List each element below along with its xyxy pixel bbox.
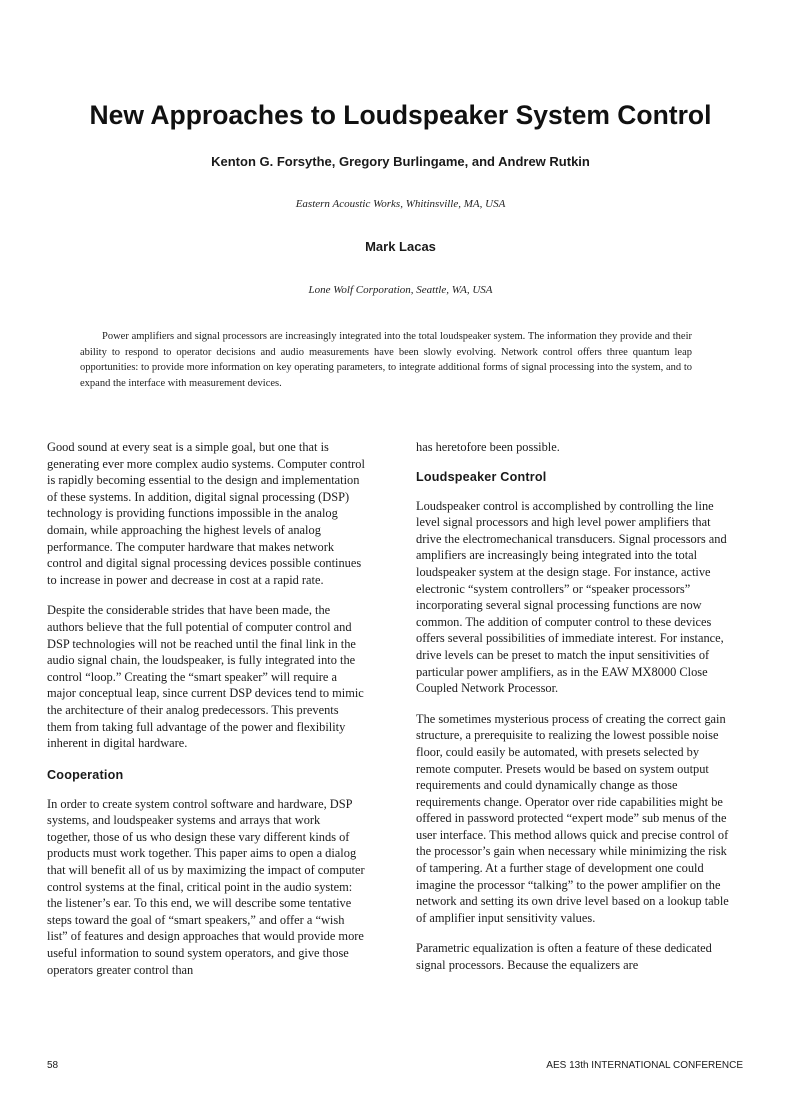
affiliation-primary: Eastern Acoustic Works, Whitinsville, MA, USA (295, 198, 506, 210)
page-number: 58 (47, 1060, 59, 1071)
loudspeaker-control-paragraph-2: The sometimes mysterious process of creating the correct gain structure, a prerequisite to realizing the lowest possible noise floor, could easily be automated, with presets selected by remote computer. Presets would be based on system output requirements and could dynamically change as those requirements change. Operator over ride capabilities might be offered in password protected “expert mode” sub menus of the user interface. This method allows quick and precise control of the processor’s gain when necessary while minimizing the risk of tampering. At a further stage of development one could imagine the processor “talking” to the power amplifier on the network and setting its own drive level based on a lookup table of amplifier input sensitivity values. (416, 711, 729, 925)
intro-paragraph-1: Good sound at every seat is a simple goal, but one that is generating ever more complex audio systems. Computer control is rapidly becoming essential to the design and implementation of these systems. In addition, digital signal processing (DSP) technology is providing functions impossible in the analog domain, while approaching the highest levels of analog performance. The computer hardware that makes network control and digital signal processing devices possible continues to increase in power and decrease in cost at a rapid rate. (47, 440, 365, 587)
author-list-secondary: Mark Lacas (365, 239, 436, 254)
loudspeaker-control-paragraph-1: Loudspeaker control is accomplished by controlling the line level signal processors and high level power amplifiers that drive the electromechanical transducers. Signal processors and amplifiers are increasingly being integrated into the total loudspeaker system at the design stage. For instance, active electronic “system controllers” or “speaker processors” incorporating several signal processing functions are now common. The addition of computer control to these devices offers several possibilities of immediate interest. For instance, drive levels can be preset to match the input sensitivities of particular power amplifiers, as in the EAW MX8000 Close Coupled Network Processor. (416, 498, 727, 696)
author-list-primary: Kenton G. Forsythe, Gregory Burlingame, and Andrew Rutkin (211, 154, 590, 169)
body-column-left (47, 439, 365, 992)
running-footer-conference: AES 13th INTERNATIONAL CONFERENCE (546, 1060, 743, 1071)
loudspeaker-control-paragraph-3: Parametric equalization is often a feature of these dedicated signal processors. Because the equalizers are (416, 941, 712, 973)
affiliation-secondary: Lone Wolf Corporation, Seattle, WA, USA (308, 284, 493, 296)
paper-title: New Approaches to Loudspeaker System Control (89, 100, 712, 130)
intro-paragraph-2: Despite the considerable strides that have been made, the authors believe that the full potential of computer control and DSP technologies will not be reached until the final link in the audio signal chain, the loudspeaker, is fully integrated into the control “loop.” Creating the “smart speaker” will require a major conceptual leap, since current DSP devices tend to mimic the architecture of their analog predecessors. This prevents them from taking full advantage of the power and flexibility inherent in digital hardware. (47, 603, 364, 751)
cooperation-paragraph: In order to create system control software and hardware, DSP systems, and loudspeaker systems and arrays that work together, those of us who design these vary different kinds of products must work together. This paper aims to open a dialog that will benefit all of us by maximizing the impact of computer control systems at the final, critical point in the audio system: the listener’s ear. To this end, we will describe some tentative steps toward the goal of “smart speakers,” and offer a “wish list” of features and design approaches that would provide more useful information to sound system operators, and give those operators greater control than (47, 796, 365, 977)
abstract: Power amplifiers and signal processors are increasingly integrated into the total loudspeaker system. The information they provide and their ability to respond to operator decisions and audio measurements have been slowly evolving. Network control offers three quantum leap opportunities: to provide more information on key operating parameters, to integrate additional forms of signal processing into the system, and to expand the interface with measurement devices. (80, 331, 692, 389)
section-heading-loudspeaker-control: Loudspeaker Control (416, 469, 547, 484)
body-column-right (416, 439, 734, 988)
continuation-text: has heretofore been possible. (416, 440, 560, 454)
section-heading-cooperation: Cooperation (47, 767, 124, 782)
